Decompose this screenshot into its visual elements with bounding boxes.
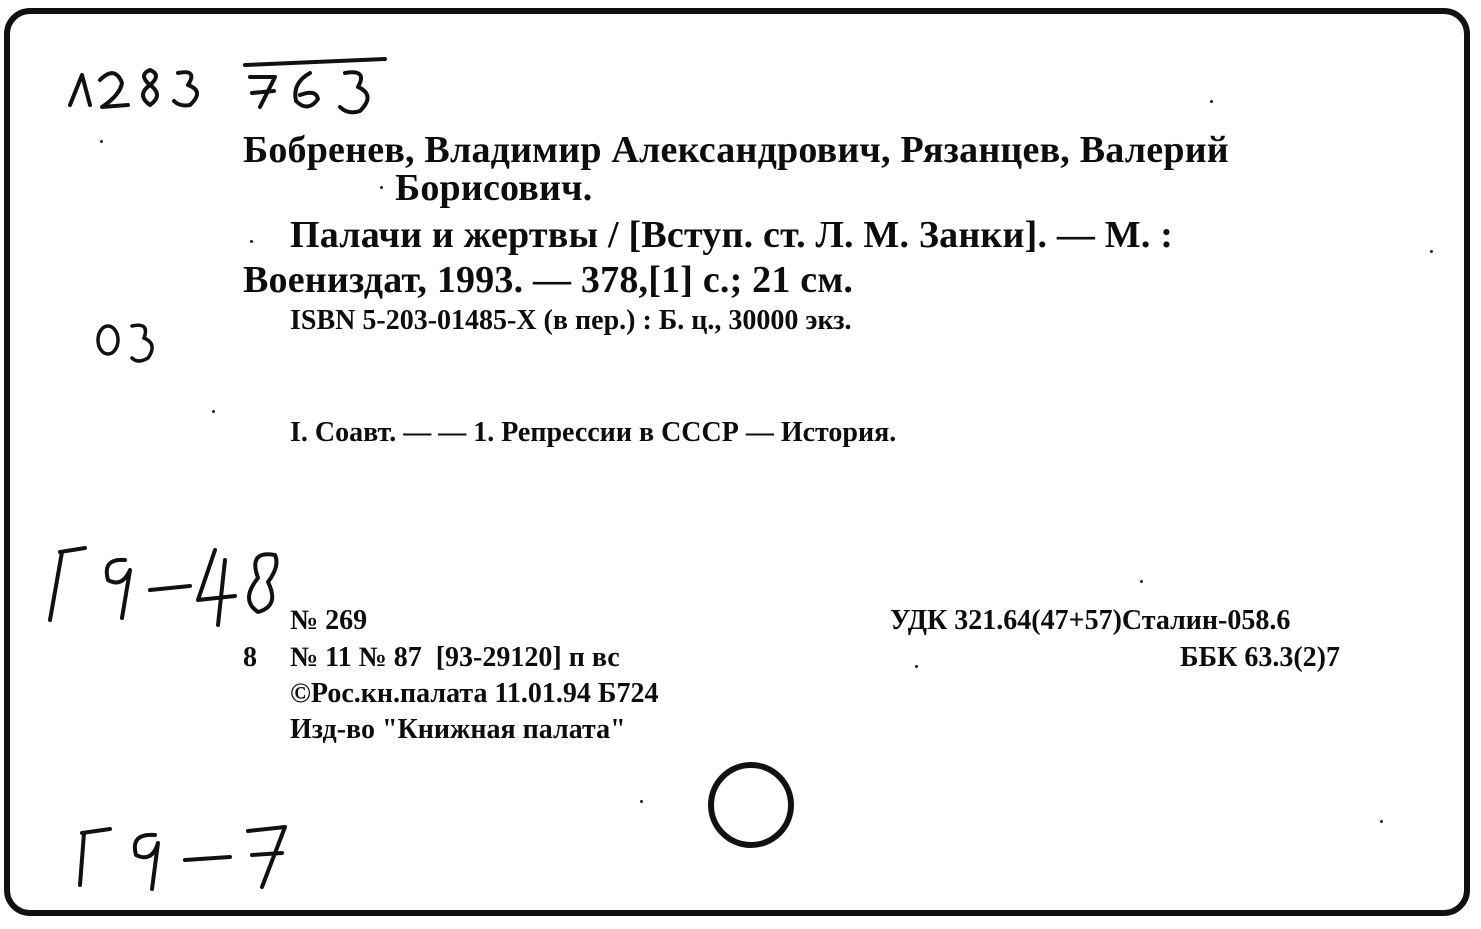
speck: [1380, 820, 1383, 823]
udk-classification: УДК 321.64(47+57)Сталин-058.6: [890, 605, 1291, 636]
punch-hole-icon: [708, 762, 794, 848]
speck: [915, 665, 918, 668]
author-continuation: Борисович.: [395, 167, 593, 209]
speck: [250, 240, 253, 243]
line2-prefix: 8: [243, 642, 257, 673]
title-line: Палачи и жертвы / [Вступ. ст. Л. М. Занки]. — М. :: [290, 214, 1174, 256]
bbk-classification: ББК 63.3(2)7: [1180, 642, 1340, 673]
speck: [1430, 250, 1433, 253]
copyright-line: ©Рос.кн.палата 11.01.94 Б724: [290, 678, 659, 709]
imprint-line: Воениздат, 1993. — 378,[1] с.; 21 см.: [243, 259, 854, 301]
speck: [212, 410, 215, 413]
shelf-mark-2-handwritten: [70, 805, 300, 895]
tracings-line: I. Соавт. — — 1. Репрессии в СССР — История.: [290, 417, 897, 448]
inventory-number-handwritten: [60, 55, 390, 125]
speck: [640, 800, 643, 803]
speck: [1140, 580, 1143, 583]
registration-line: № 11 № 87 [93-29120] п вс: [290, 642, 620, 673]
card-number: № 269: [290, 605, 368, 636]
speck: [380, 186, 383, 189]
mark-03-handwritten: [92, 312, 172, 372]
isbn-line: ISBN 5-203-01485-X (в пер.) : Б. ц., 30000 экз.: [290, 305, 852, 336]
speck: [100, 140, 103, 143]
shelf-mark-1-handwritten: [30, 530, 290, 630]
publisher-line: Изд-во "Книжная палата": [290, 714, 626, 745]
author-line: Бобренев, Владимир Александрович, Рязанцев, Валерий: [243, 129, 1229, 171]
speck: [1210, 100, 1213, 103]
